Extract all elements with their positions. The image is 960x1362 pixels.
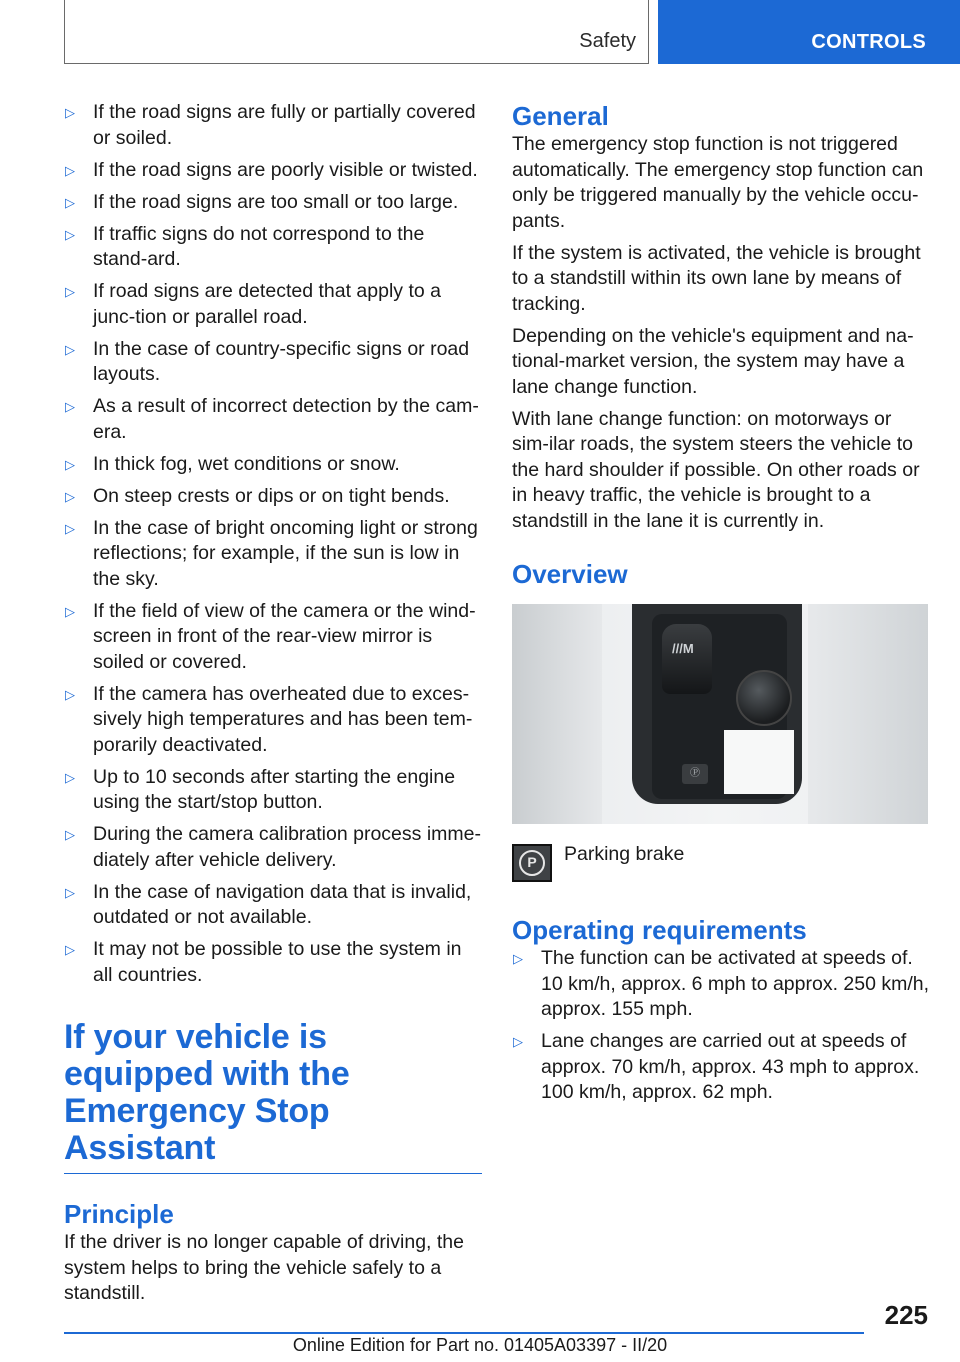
list-item: ▷ Up to 10 seconds after starting the engine using the start/stop button.	[65, 765, 456, 813]
list-item: ▷ As a result of incorrect detection by the cam‐era.	[65, 395, 479, 443]
parking-brake-legend	[512, 842, 930, 890]
center-console-photo	[512, 604, 928, 824]
triangle-right-icon: ▷	[65, 884, 75, 900]
controller-knob	[736, 670, 792, 726]
limitations-list	[64, 100, 482, 988]
list-item: ▷ In thick fog, wet conditions or snow.	[64, 452, 482, 478]
triangle-right-icon: ▷	[65, 194, 75, 210]
list-item: ▷ If the road signs are poorly visible or twisted.	[64, 158, 482, 184]
triangle-right-icon: ▷	[65, 603, 75, 619]
triangle-right-icon: ▷	[65, 341, 75, 357]
right-column	[512, 100, 930, 1112]
principle-heading: Principle	[64, 1199, 174, 1229]
triangle-right-icon: ▷	[65, 105, 75, 120]
m-logo-icon: ///M	[672, 641, 694, 656]
section-heading: If your vehicle is equipped with the Emergency Stop Assistant	[64, 1019, 482, 1174]
requirements-heading: Operating requirements	[512, 915, 807, 945]
list-item: ▷ It may not be possible to use the system in all countries.	[65, 938, 462, 986]
list-item: ▷ In the case of navigation data that is invalid, outdated or not available.	[65, 880, 472, 928]
triangle-right-icon: ▷	[513, 951, 523, 966]
requirements-list	[512, 946, 930, 1106]
list-item: ▷ The function can be activated at speeds of. 10 km/h, approx. 6 mph to approx. 250 km/h, approx. 155 mph.	[513, 947, 930, 1020]
list-item: ▷ If road signs are detected that apply to a junc‐tion or parallel road.	[65, 280, 441, 328]
list-item: ▷ In the case of bright oncoming light or strong reflections; for example, if the sun is low in the sky.	[65, 516, 478, 590]
general-heading: General	[512, 101, 609, 131]
triangle-right-icon: ▷	[65, 686, 75, 702]
triangle-right-icon: ▷	[65, 488, 75, 504]
triangle-right-icon: ▷	[65, 226, 75, 242]
list-item: ▷ If the road signs are too small or too large.	[64, 190, 482, 216]
triangle-right-icon: ▷	[65, 399, 75, 414]
list-item: ▷ If the field of view of the camera or the wind‐screen in front of the rear-view mirror is soiled or covered.	[65, 599, 476, 673]
list-item: ▷ On steep crests or dips or on tight bends.	[64, 484, 482, 510]
triangle-right-icon: ▷	[65, 942, 75, 957]
triangle-right-icon: ▷	[65, 520, 75, 536]
footer-edition: Online Edition for Part no. 01405A03397 - II/20	[292, 1335, 668, 1355]
general-paragraph: With lane change function: on motorways or sim‐ilar roads, the system steers the vehicle to the hard shoulder if possible. On other roads or in heavy traffic, the vehicle is brought to a standstill in the lane it is currently in.	[512, 407, 920, 532]
triangle-right-icon: ▷	[65, 456, 75, 472]
general-paragraph: Depending on the vehicle's equipment and na‐tional-market version, the system may have a lane change function.	[512, 324, 914, 398]
footer-divider	[64, 1332, 864, 1334]
list-item: ▷ If the camera has overheated due to exces‐sively high temperatures and has been tem‐porarily deactivated.	[65, 682, 473, 756]
list-item: ▷ Lane changes are carried out at speeds of approx. 70 km/h, approx. 43 mph to approx. 100 km/h, approx. 62 mph.	[513, 1030, 920, 1103]
triangle-right-icon: ▷	[513, 1034, 523, 1049]
triangle-right-icon: ▷	[65, 162, 75, 178]
list-item: ▷ During the camera calibration process imme‐diately after vehicle delivery.	[65, 823, 481, 871]
header-section-title: Safety	[579, 30, 636, 52]
overview-heading: Overview	[512, 559, 628, 589]
triangle-right-icon: ▷	[65, 769, 75, 785]
header-section-box	[64, 0, 649, 64]
header-chapter-tab	[658, 0, 960, 64]
page-number: 225	[884, 1300, 928, 1330]
header-chapter-label: CONTROLS	[811, 31, 926, 53]
triangle-right-icon: ▷	[65, 284, 75, 299]
parking-brake-switch-icon: Ⓟ	[682, 764, 708, 784]
general-paragraph: The emergency stop function is not triggered automatically. The emergency stop function can only be triggered manually by the vehicle occu‐pants.	[512, 133, 924, 232]
list-item: ▷ In the case of country-specific signs or road layouts.	[65, 337, 470, 385]
principle-text: If the driver is no longer capable of driving, the system helps to bring the vehicle safely to a standstill.	[64, 1231, 464, 1304]
list-item: ▷ If the road signs are fully or partially covered or soiled.	[65, 101, 476, 149]
parking-brake-label: Parking brake	[564, 843, 685, 865]
triangle-right-icon: ▷	[65, 827, 75, 842]
parking-brake-icon: P	[512, 844, 552, 882]
list-item: ▷ If traffic signs do not correspond to the stand‐ard.	[65, 222, 425, 270]
left-column	[64, 100, 482, 1313]
general-paragraph: If the system is activated, the vehicle is brought to a standstill within its own lane by means of tracking.	[512, 241, 921, 315]
